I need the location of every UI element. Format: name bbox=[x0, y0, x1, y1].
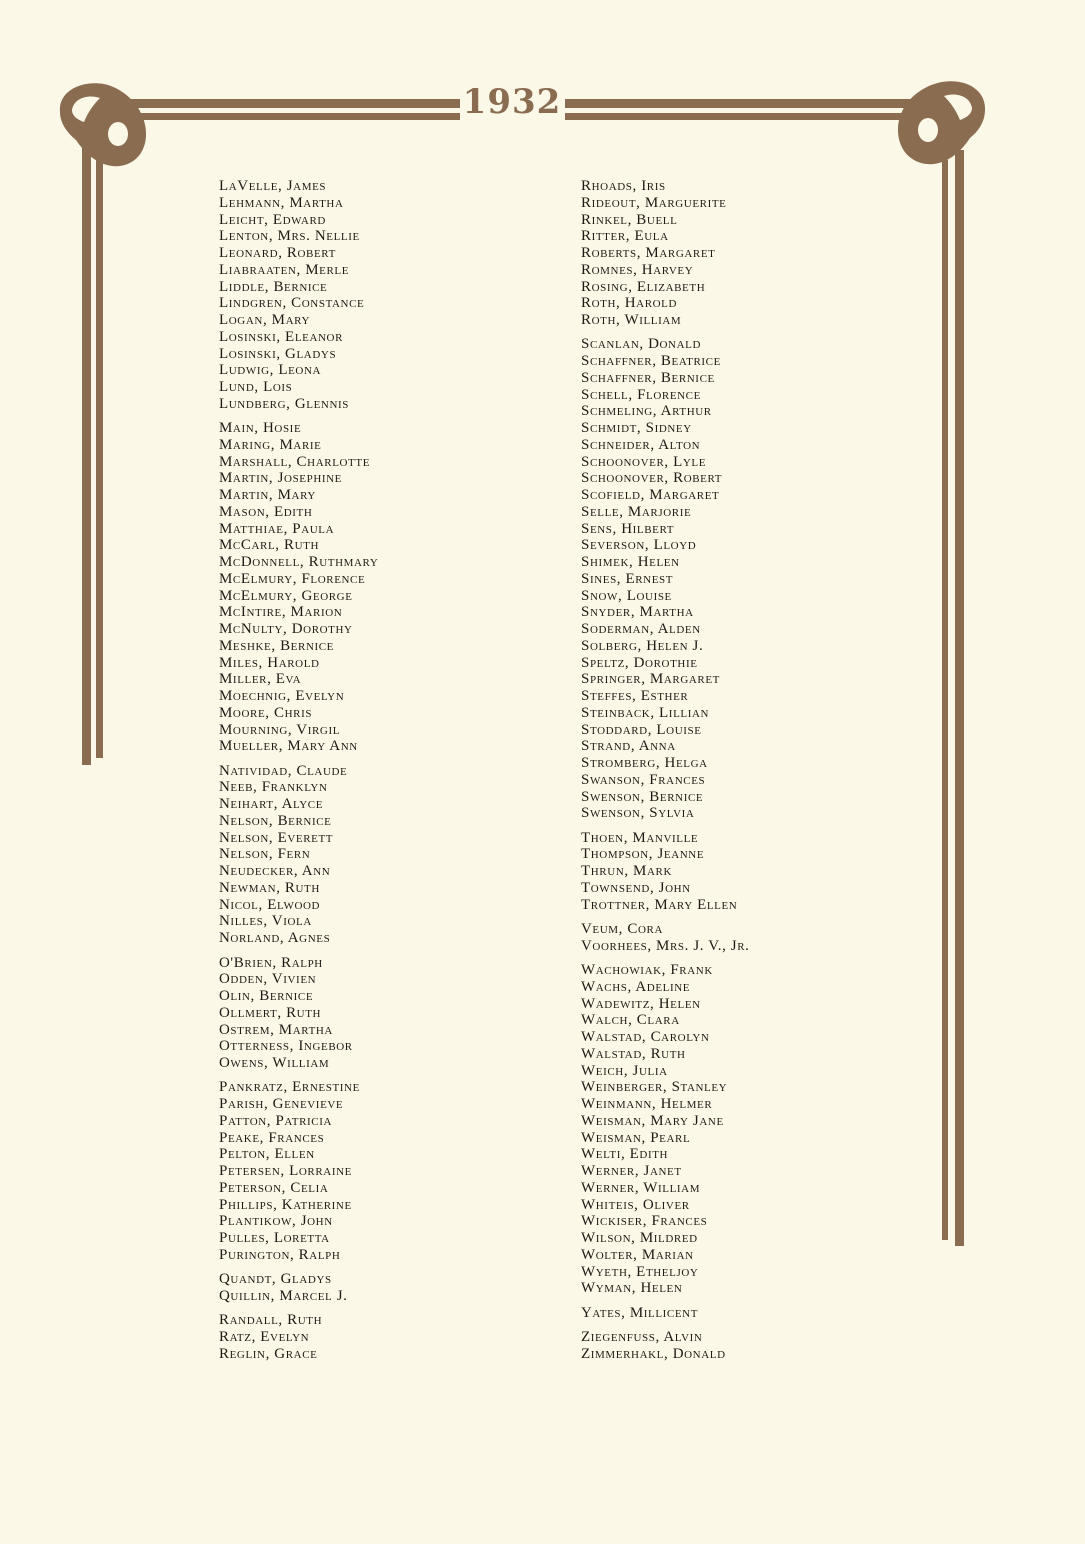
name-entry: Sens, Hilbert bbox=[581, 520, 675, 537]
name-entry: Pulles, Loretta bbox=[219, 1230, 330, 1247]
name-entry: Odden, Vivien bbox=[219, 971, 317, 988]
name-entry: Rinkel, Buell bbox=[581, 211, 678, 228]
name-group bbox=[581, 1305, 750, 1322]
name-entry: Wadewitz, Helen bbox=[581, 995, 701, 1012]
name-entry: Losinski, Eleanor bbox=[219, 328, 344, 345]
name-entry: Rideout, Marguerite bbox=[581, 194, 727, 211]
name-entry: Romnes, Harvey bbox=[581, 261, 694, 278]
name-entry: Swanson, Frances bbox=[581, 771, 706, 788]
name-entry: Solberg, Helen J. bbox=[581, 637, 704, 654]
name-entry: Liddle, Bernice bbox=[219, 278, 328, 295]
name-entry: Sines, Ernest bbox=[581, 570, 674, 587]
name-group bbox=[219, 763, 378, 947]
name-entry: McElmury, Florence bbox=[219, 570, 366, 587]
name-entry: Stoddard, Louise bbox=[581, 721, 702, 738]
name-entry: Swenson, Bernice bbox=[581, 788, 704, 805]
name-entry: Martin, Mary bbox=[219, 487, 316, 504]
name-entry: Steinback, Lillian bbox=[581, 704, 710, 721]
name-entry: Nicol, Elwood bbox=[219, 896, 321, 913]
name-entry: Leonard, Robert bbox=[219, 245, 336, 261]
name-entry: Lindgren, Constance bbox=[219, 295, 365, 312]
name-entry: McIntire, Marion bbox=[219, 604, 343, 621]
name-group bbox=[219, 178, 378, 413]
name-entry: Scofield, Margaret bbox=[581, 487, 720, 504]
name-entry: Ratz, Evelyn bbox=[219, 1329, 310, 1346]
name-entry: Schell, Florence bbox=[581, 386, 701, 403]
name-group bbox=[219, 1312, 378, 1362]
names-column-right bbox=[581, 178, 750, 1370]
name-entry: Wickiser, Frances bbox=[581, 1213, 708, 1230]
name-entry: Weinberger, Stanley bbox=[581, 1079, 728, 1096]
name-entry: Weinmann, Helmer bbox=[581, 1096, 713, 1113]
name-entry: Walstad, Ruth bbox=[581, 1045, 686, 1062]
name-entry: Miles, Harold bbox=[219, 654, 320, 671]
name-entry: Ziegenfuss, Alvin bbox=[581, 1329, 703, 1346]
name-entry: Maring, Marie bbox=[219, 436, 322, 453]
name-entry: Marshall, Charlotte bbox=[219, 453, 371, 470]
name-entry: Martin, Josephine bbox=[219, 470, 342, 487]
name-entry: McNulty, Dorothy bbox=[219, 621, 353, 638]
name-entry: Liabraaten, Merle bbox=[219, 261, 350, 278]
name-group bbox=[581, 830, 750, 914]
name-group bbox=[581, 1329, 750, 1363]
name-entry: Wyman, Helen bbox=[581, 1280, 683, 1297]
name-group bbox=[219, 420, 378, 755]
name-entry: O'Brien, Ralph bbox=[219, 954, 323, 971]
name-entry: Voorhees, Mrs. J. V., Jr. bbox=[581, 937, 750, 954]
name-entry: Swenson, Sylvia bbox=[581, 805, 695, 822]
name-entry: Moore, Chris bbox=[219, 704, 313, 721]
name-entry: Weich, Julia bbox=[581, 1062, 668, 1079]
name-entry: Schneider, Alton bbox=[581, 436, 701, 453]
name-group bbox=[219, 1079, 378, 1263]
name-entry: Walstad, Carolyn bbox=[581, 1029, 710, 1046]
name-entry: Roberts, Margaret bbox=[581, 245, 716, 261]
name-entry: Quandt, Gladys bbox=[219, 1271, 332, 1288]
name-entry: Logan, Mary bbox=[219, 312, 310, 328]
name-entry: Schaffner, Beatrice bbox=[581, 353, 721, 370]
name-entry: Snyder, Martha bbox=[581, 604, 694, 621]
name-entry: Olin, Bernice bbox=[219, 988, 314, 1005]
name-entry: Norland, Agnes bbox=[219, 930, 331, 947]
name-entry: Matthiae, Paula bbox=[219, 520, 335, 537]
name-entry: Phillips, Katherine bbox=[219, 1196, 352, 1213]
name-entry: Weisman, Mary Jane bbox=[581, 1112, 724, 1129]
name-entry: Steffes, Esther bbox=[581, 688, 689, 705]
name-entry: Weisman, Pearl bbox=[581, 1129, 691, 1146]
name-entry: Nelson, Bernice bbox=[219, 812, 332, 829]
name-entry: Newman, Ruth bbox=[219, 879, 320, 896]
name-entry: Roth, William bbox=[581, 312, 682, 328]
name-entry: Schoonover, Robert bbox=[581, 470, 723, 487]
name-entry: Ollmert, Ruth bbox=[219, 1004, 322, 1021]
name-entry: Patton, Patricia bbox=[219, 1112, 333, 1129]
name-entry: Owens, William bbox=[219, 1055, 330, 1072]
name-entry: Schmeling, Arthur bbox=[581, 403, 712, 420]
name-entry: Wilson, Mildred bbox=[581, 1230, 698, 1247]
name-entry: Selle, Marjorie bbox=[581, 503, 692, 520]
name-entry: Neudecker, Ann bbox=[219, 863, 331, 880]
name-entry: Whiteis, Oliver bbox=[581, 1196, 690, 1213]
name-entry: Schmidt, Sidney bbox=[581, 420, 692, 437]
name-entry: Townsend, John bbox=[581, 879, 691, 896]
name-entry: Strand, Anna bbox=[581, 738, 676, 755]
name-entry: Main, Hosie bbox=[219, 420, 302, 437]
name-entry: Rhoads, Iris bbox=[581, 178, 666, 194]
name-entry: Werner, Janet bbox=[581, 1163, 682, 1180]
name-entry: Schaffner, Bernice bbox=[581, 369, 715, 386]
name-entry: Wachs, Adeline bbox=[581, 978, 691, 995]
name-entry: Roth, Harold bbox=[581, 295, 678, 312]
name-entry: Schoonover, Lyle bbox=[581, 453, 707, 470]
name-group bbox=[219, 1271, 378, 1305]
name-entry: Miller, Eva bbox=[219, 671, 302, 688]
name-entry: Wyeth, Etheljoy bbox=[581, 1263, 699, 1280]
name-entry: Neihart, Alyce bbox=[219, 796, 324, 813]
name-entry: Shimek, Helen bbox=[581, 554, 680, 571]
name-entry: Peterson, Celia bbox=[219, 1179, 329, 1196]
name-entry: Lund, Lois bbox=[219, 379, 293, 395]
name-entry: Nilles, Viola bbox=[219, 913, 312, 930]
names-column-left bbox=[219, 178, 378, 1370]
name-entry: Ludwig, Leona bbox=[219, 362, 322, 379]
name-entry: Neeb, Franklyn bbox=[219, 779, 328, 796]
name-entry: McElmury, George bbox=[219, 587, 353, 604]
name-entry: Lundberg, Glennis bbox=[219, 395, 349, 412]
name-entry: Purington, Ralph bbox=[219, 1246, 341, 1263]
name-group bbox=[581, 336, 750, 822]
name-group bbox=[581, 178, 750, 329]
name-entry: Welti, Edith bbox=[581, 1146, 669, 1163]
name-entry: Veum, Cora bbox=[581, 921, 664, 938]
name-entry: Snow, Louise bbox=[581, 587, 672, 604]
name-entry: Quillin, Marcel J. bbox=[219, 1287, 348, 1304]
name-entry: Ostrem, Martha bbox=[219, 1021, 333, 1038]
name-entry: Speltz, Dorothie bbox=[581, 654, 698, 671]
year-heading: 1932 bbox=[462, 82, 562, 122]
name-entry: Lehmann, Martha bbox=[219, 194, 344, 211]
name-group bbox=[219, 955, 378, 1072]
name-entry: Rosing, Elizabeth bbox=[581, 278, 706, 295]
name-entry: Werner, William bbox=[581, 1179, 701, 1196]
name-entry: Scanlan, Donald bbox=[581, 336, 702, 353]
name-entry: Petersen, Lorraine bbox=[219, 1163, 352, 1180]
name-entry: Reglin, Grace bbox=[219, 1345, 318, 1362]
name-entry: Pelton, Ellen bbox=[219, 1146, 315, 1163]
name-entry: LaVelle, James bbox=[219, 178, 327, 194]
name-entry: Nelson, Everett bbox=[219, 829, 334, 846]
name-entry: Thrun, Mark bbox=[581, 863, 672, 880]
name-entry: Natividad, Claude bbox=[219, 762, 348, 779]
name-entry: Trottner, Mary Ellen bbox=[581, 896, 738, 913]
name-entry: Parish, Genevieve bbox=[219, 1096, 344, 1113]
name-entry: Peake, Frances bbox=[219, 1129, 325, 1146]
name-entry: Severson, Lloyd bbox=[581, 537, 697, 554]
name-group bbox=[581, 921, 750, 955]
name-entry: Walch, Clara bbox=[581, 1012, 680, 1029]
name-entry: McDonnell, Ruthmary bbox=[219, 554, 379, 571]
name-group bbox=[581, 962, 750, 1297]
name-entry: Randall, Ruth bbox=[219, 1312, 323, 1329]
name-entry: Losinski, Gladys bbox=[219, 345, 337, 362]
name-entry: Stromberg, Helga bbox=[581, 755, 708, 772]
name-entry: McCarl, Ruth bbox=[219, 537, 319, 554]
name-entry: Otterness, Ingebor bbox=[219, 1038, 353, 1055]
name-entry: Leicht, Edward bbox=[219, 211, 326, 228]
name-entry: Meshke, Bernice bbox=[219, 637, 335, 654]
name-entry: Soderman, Alden bbox=[581, 621, 701, 638]
name-entry: Wolter, Marian bbox=[581, 1246, 694, 1263]
name-entry: Ritter, Eula bbox=[581, 228, 669, 245]
name-entry: Nelson, Fern bbox=[219, 846, 311, 863]
name-entry: Lenton, Mrs. Nellie bbox=[219, 228, 360, 245]
name-entry: Yates, Millicent bbox=[581, 1304, 699, 1321]
name-entry: Mourning, Virgil bbox=[219, 721, 341, 738]
name-entry: Plantikow, John bbox=[219, 1213, 333, 1230]
name-entry: Springer, Margaret bbox=[581, 671, 720, 688]
name-entry: Pankratz, Ernestine bbox=[219, 1079, 360, 1096]
name-entry: Moechnig, Evelyn bbox=[219, 688, 345, 705]
name-entry: Zimmerhakl, Donald bbox=[581, 1345, 726, 1362]
name-entry: Wachowiak, Frank bbox=[581, 962, 713, 979]
name-entry: Mueller, Mary Ann bbox=[219, 738, 358, 755]
name-entry: Mason, Edith bbox=[219, 503, 313, 520]
name-entry: Thoen, Manville bbox=[581, 829, 699, 846]
name-entry: Thompson, Jeanne bbox=[581, 846, 705, 863]
